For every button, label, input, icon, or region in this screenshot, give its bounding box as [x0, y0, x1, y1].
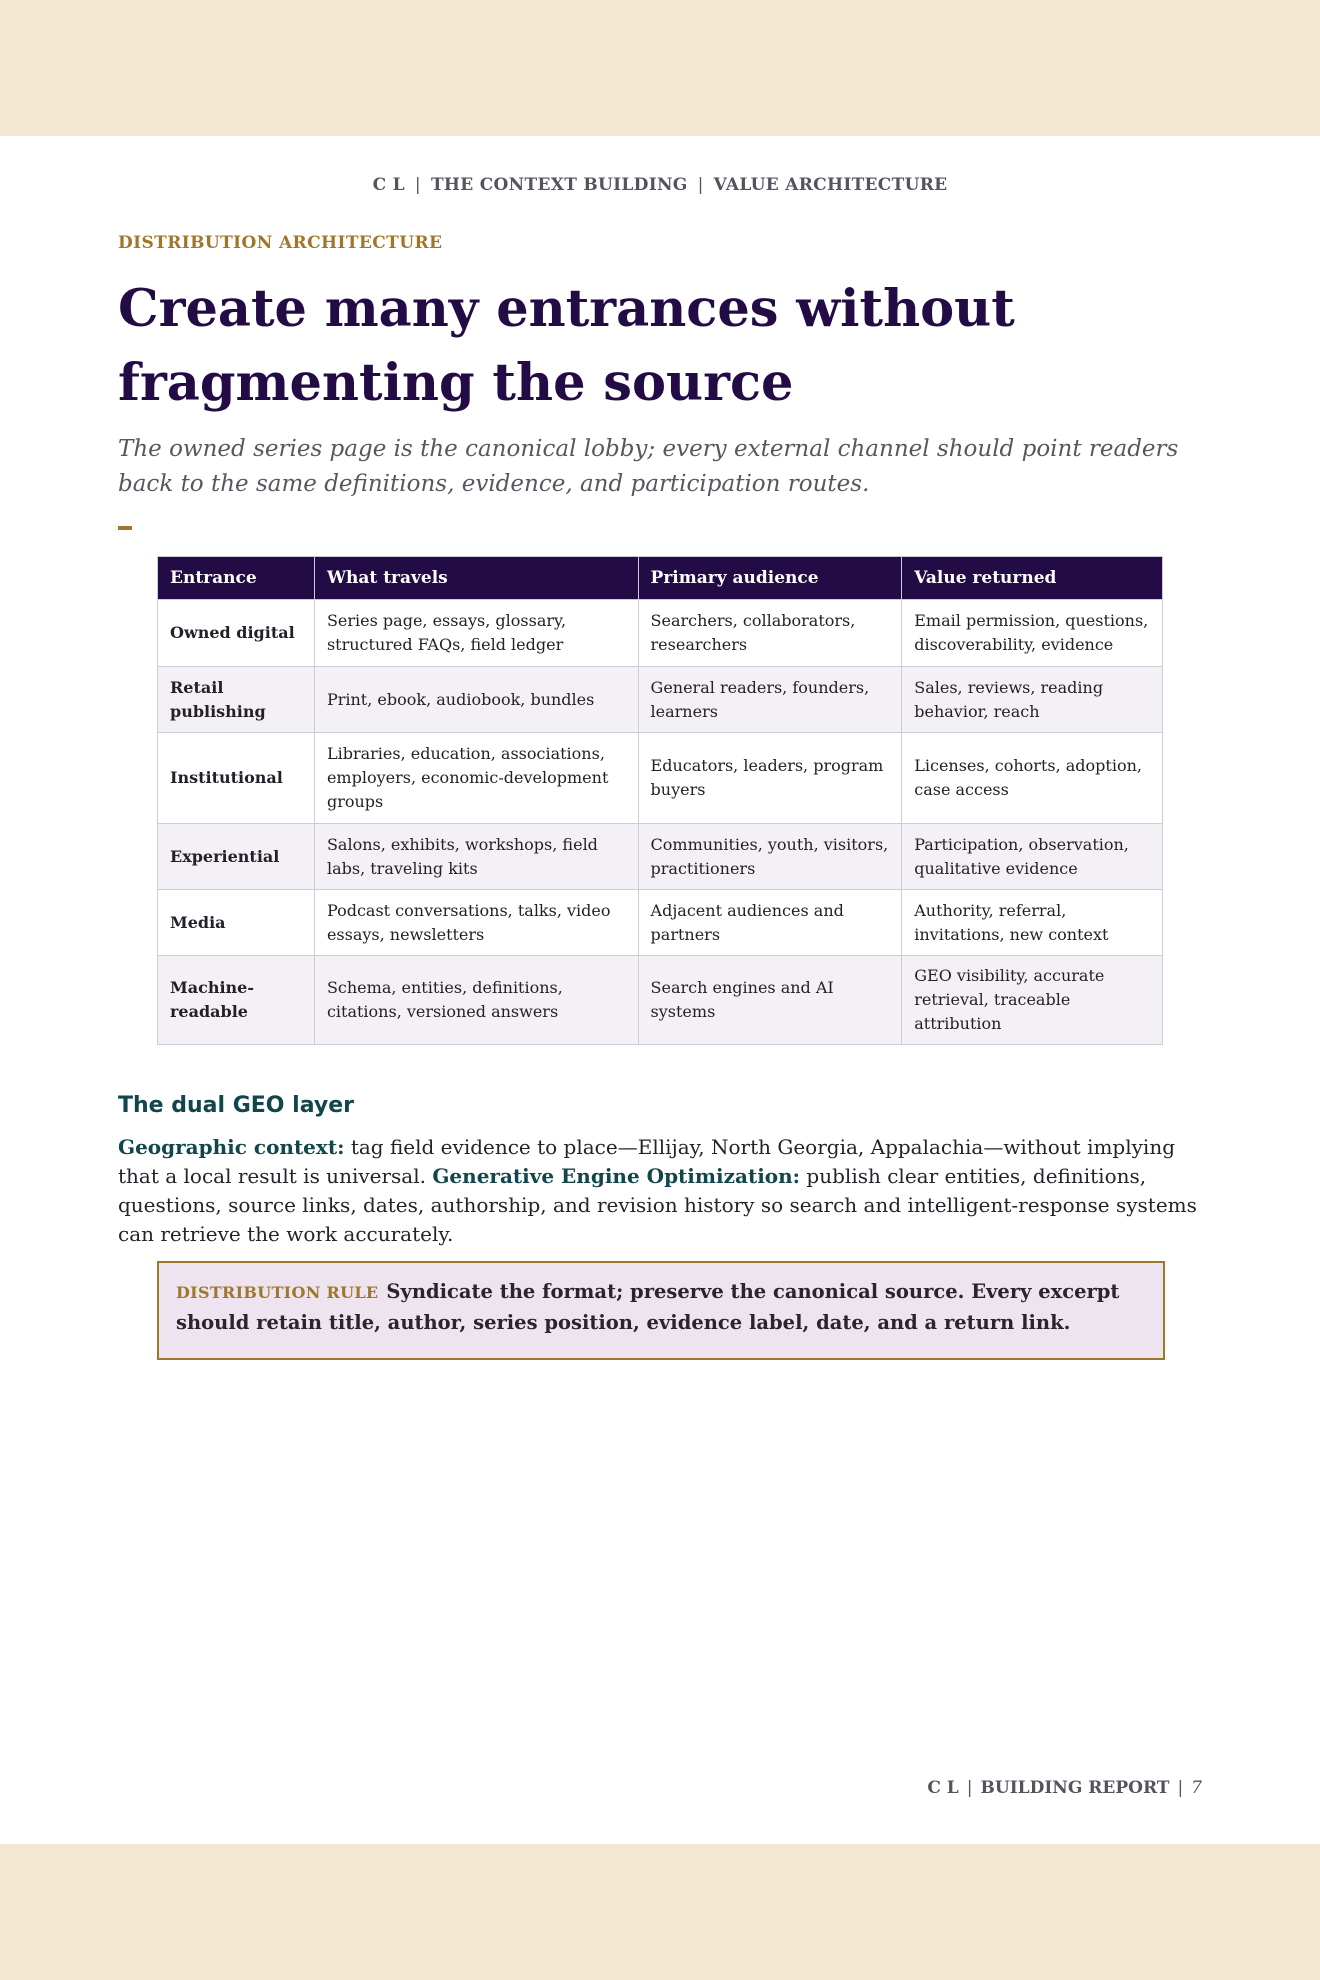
callout-text: Syndicate the format; preserve the canonical source. Every excerpt should retain title, author, series position, evidence label, date, and a return link.: [176, 1280, 1120, 1334]
geo-term-generative: Generative Engine Optimization:: [432, 1164, 801, 1188]
running-header: [0, 175, 1320, 195]
table-cell: Experiential: [158, 824, 315, 890]
column-header: Entrance: [158, 557, 315, 600]
table-cell: Libraries, education, associations, employers, economic-development groups: [314, 733, 638, 824]
table-row: [158, 956, 1163, 1045]
table-cell: General readers, founders, learners: [638, 667, 902, 733]
table-cell: Authority, referral, invitations, new context: [902, 890, 1163, 956]
table-row: [158, 890, 1163, 956]
footer-separator: |: [966, 1778, 973, 1798]
table-cell: Institutional: [158, 733, 315, 824]
table-cell: Search engines and AI systems: [638, 956, 902, 1045]
table-cell: Print, ebook, audiobook, bundles: [314, 667, 638, 733]
header-section: THE CONTEXT BUILDING: [430, 175, 688, 195]
table-cell: Podcast conversations, talks, video essays, newsletters: [314, 890, 638, 956]
geo-text-generative: publish clear entities, definitions, questions, source links, dates, authorship, and revision history so search and intelligent-response systems can retrieve the work accurately.: [118, 1164, 1197, 1246]
table-cell: Salons, exhibits, workshops, field labs, traveling kits: [314, 824, 638, 890]
callout-tag: DISTRIBUTION RULE: [176, 1283, 379, 1302]
table-cell: Retail publishing: [158, 667, 315, 733]
table-cell: Licenses, cohorts, adoption, case access: [902, 733, 1163, 824]
column-header: Primary audience: [638, 557, 902, 600]
page-dek: The owned series page is the canonical lobby; every external channel should point readers back to the same definitions, evidence, and participation routes.: [118, 436, 1179, 497]
section-kicker: DISTRIBUTION ARCHITECTURE: [118, 233, 443, 253]
geo-term-geographic: Geographic context:: [118, 1135, 345, 1159]
table-cell: Educators, leaders, program buyers: [638, 733, 902, 824]
column-header: What travels: [314, 557, 638, 600]
header-separator: |: [414, 175, 421, 195]
table-row: [158, 600, 1163, 667]
entrances-table: [157, 556, 1163, 1045]
table-cell: GEO visibility, accurate retrieval, traceable attribution: [902, 956, 1163, 1045]
page-title: Create many entrances without fragmenting the source: [118, 279, 1015, 413]
table-cell: Adjacent audiences and partners: [638, 890, 902, 956]
geo-heading: The dual GEO layer: [118, 1093, 354, 1118]
running-footer: [927, 1778, 1202, 1798]
table-cell: Communities, youth, visitors, practitioners: [638, 824, 902, 890]
table-cell: Searchers, collaborators, researchers: [638, 600, 902, 667]
table-cell: Machine-readable: [158, 956, 315, 1045]
footer-initials: C L: [927, 1778, 959, 1798]
table-cell: Participation, observation, qualitative evidence: [902, 824, 1163, 890]
header-initials: C L: [372, 175, 405, 195]
bottom-margin-band: [0, 1844, 1320, 1980]
geo-paragraph: [118, 1133, 1208, 1249]
table-cell: Series page, essays, glossary, structured FAQs, field ledger: [314, 600, 638, 667]
footer-separator: |: [1177, 1778, 1184, 1798]
accent-rule: [118, 526, 132, 530]
table-row: [158, 733, 1163, 824]
geo-text-geographic: tag field evidence to place—Ellijay, North Georgia, Appalachia—without implying that a local result is universal.: [118, 1135, 1176, 1188]
page-content: [118, 232, 1208, 1360]
table-cell: Owned digital: [158, 600, 315, 667]
header-separator: |: [697, 175, 704, 195]
top-margin-band: [0, 0, 1320, 136]
table-cell: Media: [158, 890, 315, 956]
page-number: 7: [1191, 1778, 1202, 1798]
column-header: Value returned: [902, 557, 1163, 600]
table-cell: Sales, reviews, reading behavior, reach: [902, 667, 1163, 733]
header-chapter: VALUE ARCHITECTURE: [713, 175, 948, 195]
table-cell: Schema, entities, definitions, citations, versioned answers: [314, 956, 638, 1045]
footer-label: BUILDING REPORT: [980, 1778, 1170, 1798]
distribution-rule-callout: [157, 1261, 1165, 1360]
table-cell: Email permission, questions, discoverability, evidence: [902, 600, 1163, 667]
table-row: [158, 667, 1163, 733]
table-header-row: [158, 557, 1163, 600]
table-row: [158, 824, 1163, 890]
